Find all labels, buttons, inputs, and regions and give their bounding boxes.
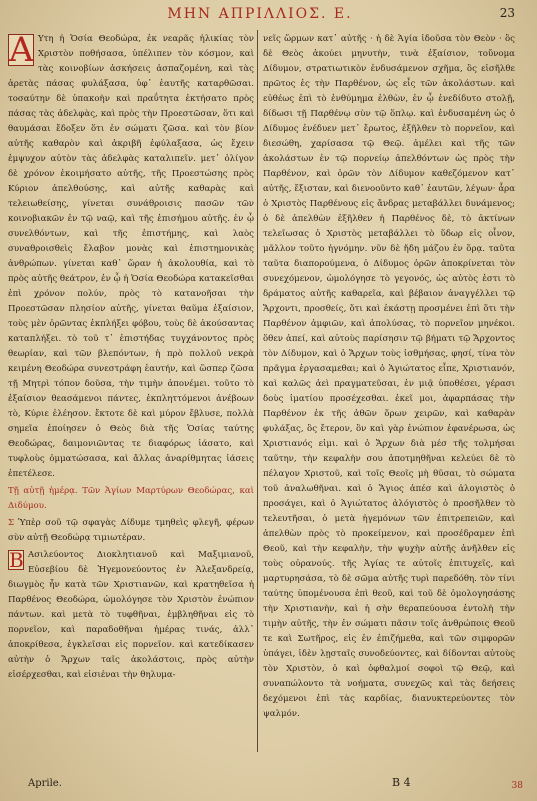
page-number: 23	[499, 6, 515, 20]
running-head: ΜΗΝ ΑΠΡΙΛΛΙΟΣ. Ε.	[167, 6, 353, 22]
page-header	[0, 4, 537, 30]
verse-line	[8, 516, 254, 546]
section-rubric: Τῇ αὐτῇ ἡμέρᾳ. Τῶν Ἁγίων Μαρτύρων Θεοδώρας, καὶ Διδύμου.	[8, 486, 254, 511]
signature-catchword: Aprile.	[28, 778, 62, 789]
drop-cap-alpha: Α	[9, 32, 34, 70]
verse-mark: Σ	[8, 518, 15, 528]
column-divider	[257, 30, 258, 752]
right-column	[263, 32, 515, 750]
left-paragraph-2: Ασιλεύοντος Διοκλητιανοῦ καὶ Μαξιμιανοῦ, Εὐσεβίου δὲ Ἡγεμονεύοντος ἐν Ἀλεξανδρείᾳ, διωγμὸς ἦν κατὰ τῶν Χριστιανῶν, καὶ κρατηθεῖσα ἡ Παρθένος Θεοδώρα, ὡμολόγησε τὸν Χριστὸν ἐνώπιον πάντων. καὶ μετὰ τὸ τυφθῆναι, ἐμβληθῆναι εἰς τὸ πορνεῖον, καὶ παραδοθῆναι ἡμέρας τινάς, ἀλλ᾿ ἀποκρίθεσα, ἐγκλεῖσαι εἰς πορνεῖον. καὶ κατεδίκασεν αὐτὴν ὁ Ἄρχων ταῖς ἀκολάστοις, πρὸς αὐτὴν εἰσέρχεσθαι, καὶ εἰσιέναι τὴν θηλυμα-	[8, 550, 254, 680]
left-paragraph-1: Υτη ἡ Ὁσία Θεοδώρα, ἐκ νεαρᾶς ἡλικίας τὸν Χριστὸν ποθήσασα, ὑπέλιπεν τὸν κόσμον, καὶ τὰς κοινοβίων ἀσκήσεις ἀσπαζομένη, καὶ τὰς ἀρετὰς πάσας φυλάξασα, ὑφ᾿ ἑαυτῆς καταρθῶσαι. τοσαύτην δὲ ὑπακοὴν καὶ πραΰτητα ἐκτήσατο πρὸς πάσας τὰς ἀδελφὰς, καὶ πρὸς τὴν Προεστῶσαν, ὅτι καὶ θαυμάσαι ἔδοξεν ὅτι ἐν σώματι ζῶσα. καὶ τὸν βίον αὐτῆς καθαρὸν καὶ ἀκριβῆ ἐφύλαξασα, ὡς ἔχειν ἐμψυχον αὐτὸν τὰς ἀδελφὰς καταλιπεῖν. μετ᾿ ὀλίγον δὲ χρόνον ἐκοιμήσατο αὐτῆς, τῆς Προεστώσης πρὸς Κύριον ἀπελθούσης, καὶ αὐτῆς καθαρὰς καὶ τελειωθείσης, γίνεται συνάθροισις πασῶν τῶν κοινοβιακῶν ἐν τῷ ναῷ, καὶ τῆς ἐπισήμου αὐτῆς. ἐν ᾧ συνελθόντων, καὶ τῆς ἐπιστήμης, καὶ λαὸς συναθροισθεὶς ἔλαβον μονὰς καὶ ἐπιστημονικὰς ἀνθρώπων. γίνεται καθ᾿ ὥραν ἡ ἀκολουθία, καὶ τὸ πρὸς αὐτῆς θεάτρον, ἐν ᾧ ἡ Ὁσία Θεοδώρα κατακεῖσθαι ἐπὶ χρόνον πολύν, πρὸς τὸ κατανοῆσαι τὴν Προεστῶσαν πλησίον αὐτῆς, γίνεται θαῦμα ἐξαίσιον, τοὺς μὲν ὁρῶντας ἐκπλήξει φόβου, τοὺς δὲ ἀκούσαντας καταπλήξει. τὸ τοῦ τ᾿ ἐπιστήδας τυγχάνοντος πρὸς θεωρίαν, καὶ τῶν βλεπόντων, ἡ πρὸ πολλοῦ νεκρὰ κειμένη Θεοδώρα συνεστράφη ἑαυτήν, καὶ ὥσπερ ζῶσα τῇ Μητρὶ τόπον δοῦσα, τὴν τιμὴν ἀπονέμει. τοῦτο τὸ ἐξαίσιον θεασάμενοι πάντες, ἐκπληττόμενοι ἀνέβοων τὸ, Κύριε ἐλέησον. ἔκτοτε δὲ καὶ μύρον ἔβλυσε, πολλὰ σημεῖα ἐποίησεν ὁ Θεὸς διὰ τῆς Ὁσίας ταύτης Θεοδώρας, δαιμονιῶντας τε διαφόρως ἰάσατο, καὶ τυφλοὺς ὀμματώσασα, καὶ ἄλλας ἀναρίθμητας ἰάσεις ἐπετέλεσε.	[8, 34, 254, 479]
drop-cap-beta: Β	[9, 548, 24, 572]
right-paragraph: νεῖς ὥρμων κατ᾿ αὐτῆς · ἡ δὲ Ἁγία ἰδοῦσα τὸν Θεὸν · ὃς δὲ Θεὸς ἀκούει μηνυτὴν, τινὰ ἐξαίσιον, τοὔνομα Δίδυμον, στρατιωτικὸν ἐνδυσάμενον σχῆμα, ὃς εἰσῆλθε πρῶτος ἐς τὴν Παρθένον, ὡς εἷς τῶν ἀκολάστων. καὶ εὐθέως ἐπὶ τὸ ἐνθύμημα ἐλθὼν, ἐν ᾧ ἐνεδίδυτο στολῇ, δίδωσι τῇ Παρθένῳ σὺν τῷ ὅπλῳ. καὶ ἐνδυσαμένη ὡς ὁ Δίδυμος ἐνέδυεν μετ᾿ ἔρωτος, ἐξῆλθεν τὸ πορνεῖον, καὶ διεσώθη, χαρίσασα τῷ Θεῷ. ἀμέλει καὶ τῆς τῶν ἀκολάστων ἐν τῷ πορνείῳ ἀπελθόντων ὡς πρὸς τὴν Παρθένον, καὶ ὁρῶν τὸν Δίδυμον καθεζόμενον κατ᾿ αὐτῆς, ἔξισταν, καὶ διενοοῦντο καθ᾿ ἑαυτῶν, λέγων· ἆρα ὁ Χριστὸς Παρθένους εἰς ἄνδρας μεταβάλλει δυνάμενος; ὁ δὲ ἀπελθὼν ἐξῆλθεν ἡ Παρθένος δὲ, τὸ ἀκτίνων τελεῖωσας ὁ Χριστὸς μεταβάλλει τὸ ὕδωρ εἰς οἶνον, μᾶλλον τοῦτο ἠγνόμην. νῦν δὲ ἤδη μάζου ἐν ὅρᾳ. ταῦτα ταῦτα διαπορούμενα, ὁ Δίδυμος ὁρῶν ἀποκρίνεται τὸν συνεχόμενον, ὡμολόγησε τὸ γεγονός, ὡς αὐτὸς ἐστι τὸ δράματος αὐτῆς καθαρεῖα, καὶ βέβαιον ἀναγγέλλει τῷ Ἄρχοντι, προσθείς, ὅτι καὶ ἐκάστῃ προσμένει ἐπὶ ὅτι τὴν Παρθένον ἀμφιῶν, καὶ ἀπολύσας, τὸ πορνεῖον μηνέκοι. ὅθεν ἀπεί, καὶ αὐτοὺς παρίσησιν τῷ βήματι τῷ Ἄρχοντος τὸν Δίδυμον, καὶ ὁ Ἄρχων τοὺς ἰσθμήσας, φησί, τίνα τὸν πρᾶγμα ἐργασαμεθαι; καὶ ὁ Ἁγιώτατος εἶπε, Χριστιανόν, καὶ καλῶς ἀεὶ πραγματεῦσαι, ἐν μιᾷ ὑποθέσει, γέρασι δοὺς ἱματίου προσέχεσθαι. ἐκεῖ μοι, ἀφαρπάσας τὴν Παρθένον ἐκ τῆς ἀθῶν ὅρων χειρῶν, καὶ καθαρὰν φυλάξας, ὃς ἔτερον, ὃν καὶ γὰρ ἐνώπιον ἐφανέρωσα, ὡς Χριστιανός εἰμι. καὶ ὁ Ἄρχων διὰ μέσ τῆς τολμήσαι ταῦτην, τὴν κεφαλὴν σου ἀποτμηθῆναι κελεύει δὲ τὸ πέλαγον Χριστοῦ, καὶ τοῖς Θεοῖς μὴ θῦσαι, τὸ σώματα τοῦ ἀναλωθῆναι. καὶ ὁ Ἅγιος ἀπέσ καὶ ἀλογιστὸς ὁ προσάγει, καὶ ὁ Ἁγιώτατος ἀλόγιστὸς ὁ προσῆλθεν τὸ τελευτῆσαι, ὁ μετὰ ἡγεμόνων τῶν ἐπιτρεπειῶν, καὶ ἀπελθὼν πρὸς τὸ προκείμενον, καὶ προσέδραμεν ἐπὶ Θεοῦ, καὶ τὴν κεφαλὴν, τὴν ψυχὴν αὐτῆς ἀνῆλθεν εἰς τοὺς οὐρανούς. τῆς Ἀγίας τε αὐτοῖς ἐπιτυχεῖς, καὶ μαρτυρησάσα, τὸ δὲ σῶμα αὐτῆς τυρὶ παρεδόθη. τὸν τίνι ταύτης ὑπομένουσα ἐπὶ θεοῦ, καὶ τοῦ δὲ ὁμολογησάσης τὴν Χριστιανὴν, καὶ ἡ σὴν θεραπεύουσα ἐντολὴ τὴν τιμὴν αὐτῆς, τὴν ἐν σώματι πᾶσιν τοῖς ἀνθρώποις Θεοῦ τε καὶ Σωτῆρος, εἰς ἐν ἐπιζήμεθα, καὶ τῶν σιμφορῶν ὑπάγει, ἰδὲν λῃσταῖς συνοδεύοντες, καὶ δίδονται αὐτοὺς τὸν Χριστὸν, ὁ καὶ ὀφθαλμοί σοφοὶ τῷ Θεῷ, καὶ συναπώλοντο τὰ νοήματα, συνεχῶς καὶ τὰς δεήσεις δεχόμενοι ἐπὶ τὰς καρδίας, διανυκτερεύοντες τὸν ψαλμόν.	[263, 34, 515, 719]
verse-text: Ὑπὲρ σοῦ τῷ σφαγὰς Δίδυμε τμηθεὶς φλεγῆ, φέρων σὺν αὐτῇ Θεοδώρᾳ τιμιωτέραν.	[8, 518, 254, 543]
margin-note: 38	[511, 781, 523, 791]
quire-signature: B 4	[392, 776, 411, 789]
left-column	[8, 32, 254, 750]
page-footer	[0, 767, 537, 801]
